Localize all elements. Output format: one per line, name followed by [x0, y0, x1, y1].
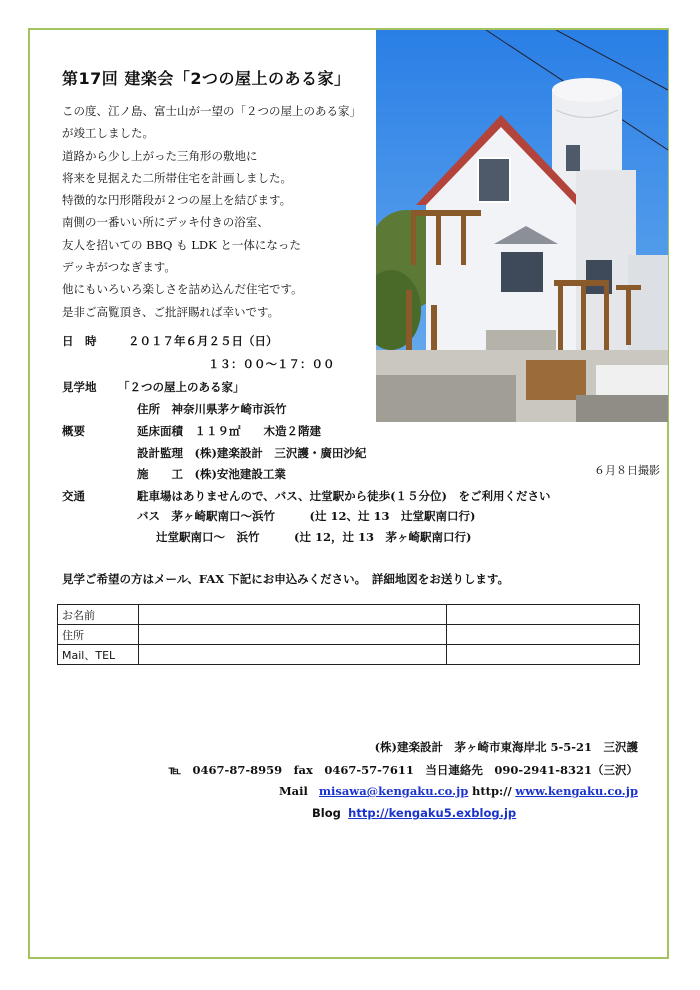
apply-note: 見学ご希望の方はメール、FAX 下記にお申込みください。 詳細地図をお送りします。 — [62, 572, 510, 586]
table-row — [58, 645, 640, 665]
form-field-contact-extra[interactable] — [447, 645, 640, 665]
transport-label: 交通 — [62, 489, 85, 503]
intro-line: 特徴的な円形階段が２つの屋上を結びます。 — [62, 193, 292, 208]
form-label-contact: Mail、TEL — [58, 645, 139, 665]
overview-label: 概要 — [62, 424, 85, 438]
date-value: ２０１７年６月２５日（日） — [128, 334, 278, 348]
form-field-name[interactable] — [139, 605, 447, 625]
address: 住所 神奈川県茅ケ崎市浜竹 — [137, 402, 287, 416]
bus-route-1: バス 茅ヶ崎駅南口～浜竹 (辻 12、辻 13 辻堂駅南口行) — [137, 509, 476, 523]
http-label: http:// — [471, 784, 512, 798]
website-link[interactable]: www.kengaku.co.jp — [515, 784, 638, 798]
intro-line: 道路から少し上がった三角形の敷地に — [62, 148, 258, 163]
design-credit: 設計監理 (株)建楽設計 三沢護・廣田沙紀 — [137, 446, 367, 460]
transport-note: 駐車場はありませんので、バス、辻堂駅から徒歩(１５分位) をご利用ください — [137, 489, 551, 503]
bus-route-2: 辻堂駅南口～ 浜竹 (辻 12，辻 13 茅ヶ崎駅南口行) — [156, 530, 472, 544]
table-row — [58, 605, 640, 625]
site-value: 「２つの屋上のある家」 — [118, 380, 245, 394]
event-title: 第17回 建楽会「2つの屋上のある家」 — [62, 69, 351, 88]
intro-text — [62, 100, 361, 323]
floor-area: 延床面積 １１９㎡ 木造２階建 — [137, 424, 321, 438]
intro-line: 友人を招いての BBQ も LDK と一体になった — [62, 237, 301, 252]
house-illustration — [376, 30, 668, 422]
form-label-name: お名前 — [58, 605, 139, 625]
blog-label: Blog — [312, 806, 341, 820]
date-label: 日 時 — [62, 334, 97, 348]
form-field-name-extra[interactable] — [447, 605, 640, 625]
intro-line: デッキがつなぎます。 — [62, 260, 176, 275]
application-form — [57, 604, 640, 665]
intro-line: が竣工しました。 — [62, 126, 154, 141]
table-row — [58, 625, 640, 645]
photo-caption: ６月８日撮影 — [594, 464, 660, 477]
site-label: 見学地 — [62, 380, 97, 394]
form-field-address[interactable] — [139, 625, 447, 645]
intro-line: 是非ご高覧頂き、ご批評賜れば幸いです。 — [62, 304, 280, 319]
mail-label: Mail — [278, 784, 308, 798]
house-photo — [376, 30, 668, 422]
blog-link[interactable]: http://kengaku5.exblog.jp — [348, 806, 517, 820]
phone-fax: ℡ 0467-87-8959 fax 0467-57-7611 当日連絡先 090-2941-8321（三沢） — [168, 763, 638, 777]
construction-credit: 施 工 (株)安池建設工業 — [137, 467, 286, 481]
form-label-address: 住所 — [58, 625, 139, 645]
intro-line: 他にもいろいろ楽しさを詰め込んだ住宅です。 — [62, 282, 303, 297]
time-value: １３：００～１７：００ — [208, 357, 335, 371]
intro-line: 南側の一番いい所にデッキ付きの浴室、 — [62, 215, 269, 230]
blog-line — [312, 806, 516, 820]
intro-line: 将来を見据えた二所帯住宅を計画しました。 — [62, 170, 292, 185]
mail-link[interactable]: misawa@kengaku.co.jp — [318, 784, 469, 798]
form-field-contact[interactable] — [139, 645, 447, 665]
intro-line: この度、江ノ島、富士山が一望の「２つの屋上のある家」 — [62, 104, 361, 118]
company-address: (株)建楽設計 茅ヶ崎市東海岸北 5-5-21 三沢護 — [374, 740, 638, 754]
mail-line — [279, 784, 638, 798]
form-field-address-extra[interactable] — [447, 625, 640, 645]
